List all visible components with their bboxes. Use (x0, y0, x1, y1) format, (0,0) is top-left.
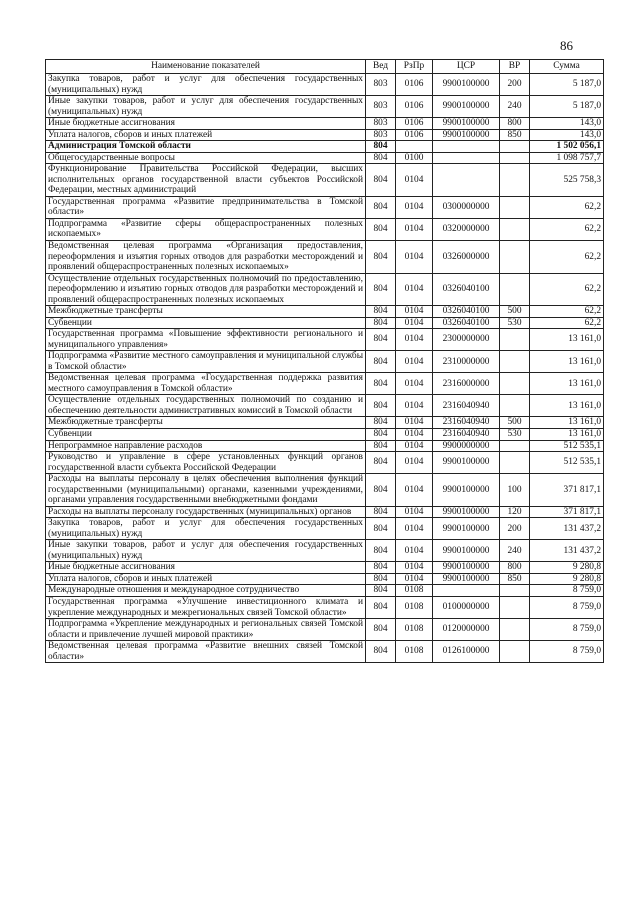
table-row (46, 619, 604, 641)
header-csr: ЦСР (433, 60, 500, 74)
cell-ved: 804 (366, 417, 396, 429)
table-row (46, 96, 604, 118)
cell-sum: 512 535,1 (530, 440, 604, 452)
cell-rzpr: 0104 (396, 573, 433, 585)
cell-vr (500, 141, 530, 153)
cell-csr: 9900100000 (433, 129, 500, 141)
cell-ved: 804 (366, 218, 396, 240)
table-row (46, 518, 604, 540)
cell-rzpr: 0104 (396, 329, 433, 351)
cell-csr: 2316000000 (433, 373, 500, 395)
cell-rzpr: 0104 (396, 562, 433, 574)
cell-csr: 0326040100 (433, 317, 500, 329)
header-rzpr: РзПр (396, 60, 433, 74)
cell-vr (500, 452, 530, 474)
cell-csr (433, 585, 500, 597)
cell-vr: 500 (500, 306, 530, 318)
cell-rzpr: 0104 (396, 351, 433, 373)
cell-sum: 525 758,3 (530, 164, 604, 197)
cell-sum: 5 187,0 (530, 96, 604, 118)
cell-vr: 200 (500, 518, 530, 540)
cell-rzpr: 0100 (396, 152, 433, 164)
cell-rzpr: 0104 (396, 240, 433, 273)
cell-csr: 0300000000 (433, 196, 500, 218)
cell-rzpr: 0104 (396, 317, 433, 329)
table-row (46, 329, 604, 351)
table-row (46, 417, 604, 429)
cell-csr (433, 141, 500, 153)
cell-csr: 2316040940 (433, 429, 500, 441)
cell-sum: 1 502 056,1 (530, 141, 604, 153)
cell-vr (500, 641, 530, 663)
cell-csr: 9900100000 (433, 118, 500, 130)
cell-rzpr: 0108 (396, 585, 433, 597)
cell-name: Подпрограмма «Укрепление международных и региональных связей Томской области и привлечение лучшей мировой практики» (46, 619, 366, 641)
table-row (46, 540, 604, 562)
cell-ved: 804 (366, 562, 396, 574)
table-row (46, 129, 604, 141)
table-row (46, 273, 604, 306)
cell-ved: 804 (366, 141, 396, 153)
cell-csr: 9900100000 (433, 573, 500, 585)
table-row (46, 641, 604, 663)
cell-ved: 804 (366, 152, 396, 164)
cell-name: Уплата налогов, сборов и иных платежей (46, 129, 366, 141)
cell-rzpr: 0104 (396, 417, 433, 429)
cell-name: Иные бюджетные ассигнования (46, 118, 366, 130)
cell-vr: 800 (500, 118, 530, 130)
cell-name: Иные закупки товаров, работ и услуг для обеспечения государственных (муниципальных) нужд (46, 540, 366, 562)
cell-ved: 804 (366, 429, 396, 441)
cell-sum: 13 161,0 (530, 329, 604, 351)
cell-ved: 804 (366, 641, 396, 663)
cell-vr (500, 440, 530, 452)
cell-csr: 9900100000 (433, 474, 500, 507)
cell-ved: 804 (366, 573, 396, 585)
cell-name: Государственная программа «Повышение эффективности регионального и муниципального управления» (46, 329, 366, 351)
table-row (46, 596, 604, 618)
cell-csr: 9900100000 (433, 74, 500, 96)
cell-ved: 804 (366, 240, 396, 273)
cell-rzpr: 0108 (396, 619, 433, 641)
table-row (46, 452, 604, 474)
cell-vr: 850 (500, 573, 530, 585)
table-row (46, 218, 604, 240)
cell-vr: 500 (500, 417, 530, 429)
table-row (46, 74, 604, 96)
cell-sum: 13 161,0 (530, 395, 604, 417)
cell-ved: 804 (366, 306, 396, 318)
cell-sum: 62,2 (530, 196, 604, 218)
table-row (46, 562, 604, 574)
cell-vr: 850 (500, 129, 530, 141)
cell-ved: 804 (366, 452, 396, 474)
table-row (46, 429, 604, 441)
cell-rzpr: 0104 (396, 395, 433, 417)
cell-rzpr: 0104 (396, 518, 433, 540)
table-row (46, 306, 604, 318)
cell-vr: 530 (500, 429, 530, 441)
cell-sum: 13 161,0 (530, 417, 604, 429)
cell-sum: 13 161,0 (530, 429, 604, 441)
cell-vr (500, 351, 530, 373)
table-body (46, 74, 604, 663)
cell-rzpr: 0104 (396, 196, 433, 218)
cell-name: Расходы на выплаты персоналу в целях обеспечения выполнения функций государственными (муниципальными) органами, казенными учреждениями, органами управления государственными внебюджетными фондами (46, 474, 366, 507)
cell-csr: 9900100000 (433, 518, 500, 540)
cell-name: Ведомственная целевая программа «Развитие внешних связей Томской области» (46, 641, 366, 663)
budget-table (45, 59, 604, 663)
cell-name: Ведомственная целевая программа «Государственная поддержка развития местного самоуправления в Томской области» (46, 373, 366, 395)
cell-ved: 804 (366, 619, 396, 641)
cell-vr (500, 373, 530, 395)
cell-csr: 9900100000 (433, 452, 500, 474)
cell-name: Иные закупки товаров, работ и услуг для обеспечения государственных (муниципальных) нужд (46, 96, 366, 118)
cell-ved: 803 (366, 118, 396, 130)
table-row (46, 118, 604, 130)
cell-sum: 9 280,8 (530, 562, 604, 574)
cell-csr: 2316040940 (433, 395, 500, 417)
cell-ved: 804 (366, 373, 396, 395)
page-number: 86 (560, 38, 573, 53)
cell-ved: 804 (366, 351, 396, 373)
table-row (46, 152, 604, 164)
cell-rzpr: 0106 (396, 129, 433, 141)
cell-vr (500, 164, 530, 197)
cell-vr: 120 (500, 506, 530, 518)
cell-sum: 62,2 (530, 218, 604, 240)
cell-vr (500, 152, 530, 164)
table-row (46, 573, 604, 585)
cell-rzpr: 0104 (396, 452, 433, 474)
header-name: Наименование показателей (46, 60, 366, 74)
cell-ved: 804 (366, 395, 396, 417)
cell-csr: 9900100000 (433, 540, 500, 562)
cell-name: Межбюджетные трансферты (46, 417, 366, 429)
cell-vr: 800 (500, 562, 530, 574)
cell-name: Иные бюджетные ассигнования (46, 562, 366, 574)
cell-name: Закупка товаров, работ и услуг для обеспечения государственных (муниципальных) нужд (46, 74, 366, 96)
cell-rzpr: 0104 (396, 429, 433, 441)
cell-name: Закупка товаров, работ и услуг для обеспечения государственных (муниципальных) нужд (46, 518, 366, 540)
cell-vr (500, 585, 530, 597)
cell-vr (500, 218, 530, 240)
cell-sum: 143,0 (530, 129, 604, 141)
cell-ved: 804 (366, 506, 396, 518)
cell-rzpr: 0104 (396, 506, 433, 518)
cell-sum: 1 098 757,7 (530, 152, 604, 164)
cell-vr (500, 273, 530, 306)
cell-ved: 804 (366, 196, 396, 218)
table-row (46, 141, 604, 153)
header-vr: ВР (500, 60, 530, 74)
cell-sum: 13 161,0 (530, 351, 604, 373)
table-row (46, 395, 604, 417)
cell-rzpr: 0104 (396, 218, 433, 240)
cell-vr: 240 (500, 540, 530, 562)
cell-csr: 2300000000 (433, 329, 500, 351)
table-row (46, 373, 604, 395)
table-row (46, 474, 604, 507)
cell-name: Функционирование Правительства Российской Федерации, высших исполнительных органов государственной власти субъектов Российской Федерации, местных администраций (46, 164, 366, 197)
cell-sum: 8 759,0 (530, 585, 604, 597)
cell-rzpr: 0104 (396, 540, 433, 562)
cell-rzpr: 0104 (396, 373, 433, 395)
cell-vr (500, 619, 530, 641)
cell-name: Осуществление отдельных государственных полномочий по созданию и обеспечению деятельности административных комиссий в Томской области (46, 395, 366, 417)
cell-ved: 804 (366, 474, 396, 507)
cell-ved: 804 (366, 317, 396, 329)
cell-ved: 804 (366, 440, 396, 452)
cell-vr (500, 329, 530, 351)
cell-ved: 804 (366, 596, 396, 618)
table-row (46, 440, 604, 452)
cell-csr: 9900100000 (433, 562, 500, 574)
cell-rzpr: 0106 (396, 96, 433, 118)
cell-csr: 2310000000 (433, 351, 500, 373)
cell-csr: 0100000000 (433, 596, 500, 618)
cell-ved: 804 (366, 518, 396, 540)
cell-sum: 5 187,0 (530, 74, 604, 96)
cell-sum: 62,2 (530, 317, 604, 329)
cell-csr: 0326040100 (433, 273, 500, 306)
header-sum: Сумма (530, 60, 604, 74)
cell-name: Расходы на выплаты персоналу государственных (муниципальных) органов (46, 506, 366, 518)
cell-name: Межбюджетные трансферты (46, 306, 366, 318)
cell-csr: 9900100000 (433, 506, 500, 518)
cell-vr: 240 (500, 96, 530, 118)
cell-csr: 0326000000 (433, 240, 500, 273)
cell-csr: 2316040940 (433, 417, 500, 429)
cell-vr (500, 196, 530, 218)
cell-sum: 512 535,1 (530, 452, 604, 474)
cell-sum: 9 280,8 (530, 573, 604, 585)
cell-vr: 100 (500, 474, 530, 507)
cell-csr: 0126100000 (433, 641, 500, 663)
cell-name: Подпрограмма «Развитие сферы общераспространенных полезных ископаемых» (46, 218, 366, 240)
cell-vr: 530 (500, 317, 530, 329)
cell-name: Уплата налогов, сборов и иных платежей (46, 573, 366, 585)
cell-sum: 13 161,0 (530, 373, 604, 395)
cell-csr: 9900100000 (433, 96, 500, 118)
cell-csr: 0326040100 (433, 306, 500, 318)
cell-sum: 371 817,1 (530, 474, 604, 507)
cell-csr: 0120000000 (433, 619, 500, 641)
cell-rzpr: 0104 (396, 474, 433, 507)
cell-vr (500, 596, 530, 618)
cell-vr: 200 (500, 74, 530, 96)
table-row (46, 506, 604, 518)
cell-ved: 804 (366, 329, 396, 351)
cell-name: Подпрограмма «Развитие местного самоуправления и муниципальной службы в Томской области» (46, 351, 366, 373)
cell-ved: 803 (366, 96, 396, 118)
cell-rzpr: 0104 (396, 273, 433, 306)
cell-name: Субвенции (46, 317, 366, 329)
cell-ved: 804 (366, 585, 396, 597)
cell-sum: 371 817,1 (530, 506, 604, 518)
cell-name: Субвенции (46, 429, 366, 441)
cell-name: Администрация Томской области (46, 141, 366, 153)
table-row (46, 164, 604, 197)
cell-csr: 0320000000 (433, 218, 500, 240)
cell-sum: 8 759,0 (530, 641, 604, 663)
table-row (46, 585, 604, 597)
cell-rzpr: 0108 (396, 596, 433, 618)
cell-sum: 143,0 (530, 118, 604, 130)
cell-rzpr: 0108 (396, 641, 433, 663)
cell-rzpr: 0104 (396, 164, 433, 197)
cell-csr: 9900000000 (433, 440, 500, 452)
cell-rzpr (396, 141, 433, 153)
cell-ved: 803 (366, 74, 396, 96)
cell-name: Ведомственная целевая программа «Организация предоставления, переоформления и изъятия горных отводов для разработки месторождений и проявлений общераспространенных полезных ископаемых» (46, 240, 366, 273)
cell-ved: 804 (366, 164, 396, 197)
cell-name: Государственная программа «Улучшение инвестиционного климата и укрепление международных и межрегиональных связей Томской области» (46, 596, 366, 618)
cell-csr (433, 164, 500, 197)
table-row (46, 317, 604, 329)
cell-name: Непрограммное направление расходов (46, 440, 366, 452)
table-header-row (46, 60, 604, 74)
cell-name: Осуществление отдельных государственных полномочий по предоставлению, переоформлению и изъятию горных отводов для разработки месторождений и проявлений общераспространенных полезных ископаемых (46, 273, 366, 306)
cell-sum: 62,2 (530, 273, 604, 306)
cell-rzpr: 0106 (396, 118, 433, 130)
cell-sum: 8 759,0 (530, 596, 604, 618)
cell-ved: 804 (366, 273, 396, 306)
cell-rzpr: 0104 (396, 306, 433, 318)
cell-sum: 8 759,0 (530, 619, 604, 641)
cell-vr (500, 240, 530, 273)
cell-sum: 131 437,2 (530, 540, 604, 562)
cell-sum: 62,2 (530, 306, 604, 318)
table-row (46, 240, 604, 273)
cell-sum: 131 437,2 (530, 518, 604, 540)
cell-csr (433, 152, 500, 164)
cell-name: Государственная программа «Развитие предпринимательства в Томской области» (46, 196, 366, 218)
cell-vr (500, 395, 530, 417)
cell-rzpr: 0106 (396, 74, 433, 96)
table-row (46, 196, 604, 218)
header-ved: Вед (366, 60, 396, 74)
cell-name: Международные отношения и международное сотрудничество (46, 585, 366, 597)
cell-name: Общегосударственные вопросы (46, 152, 366, 164)
cell-sum: 62,2 (530, 240, 604, 273)
cell-name: Руководство и управление в сфере установленных функций органов государственной власти субъекта Российской Федерации (46, 452, 366, 474)
cell-rzpr: 0104 (396, 440, 433, 452)
cell-ved: 803 (366, 129, 396, 141)
cell-ved: 804 (366, 540, 396, 562)
table-row (46, 351, 604, 373)
